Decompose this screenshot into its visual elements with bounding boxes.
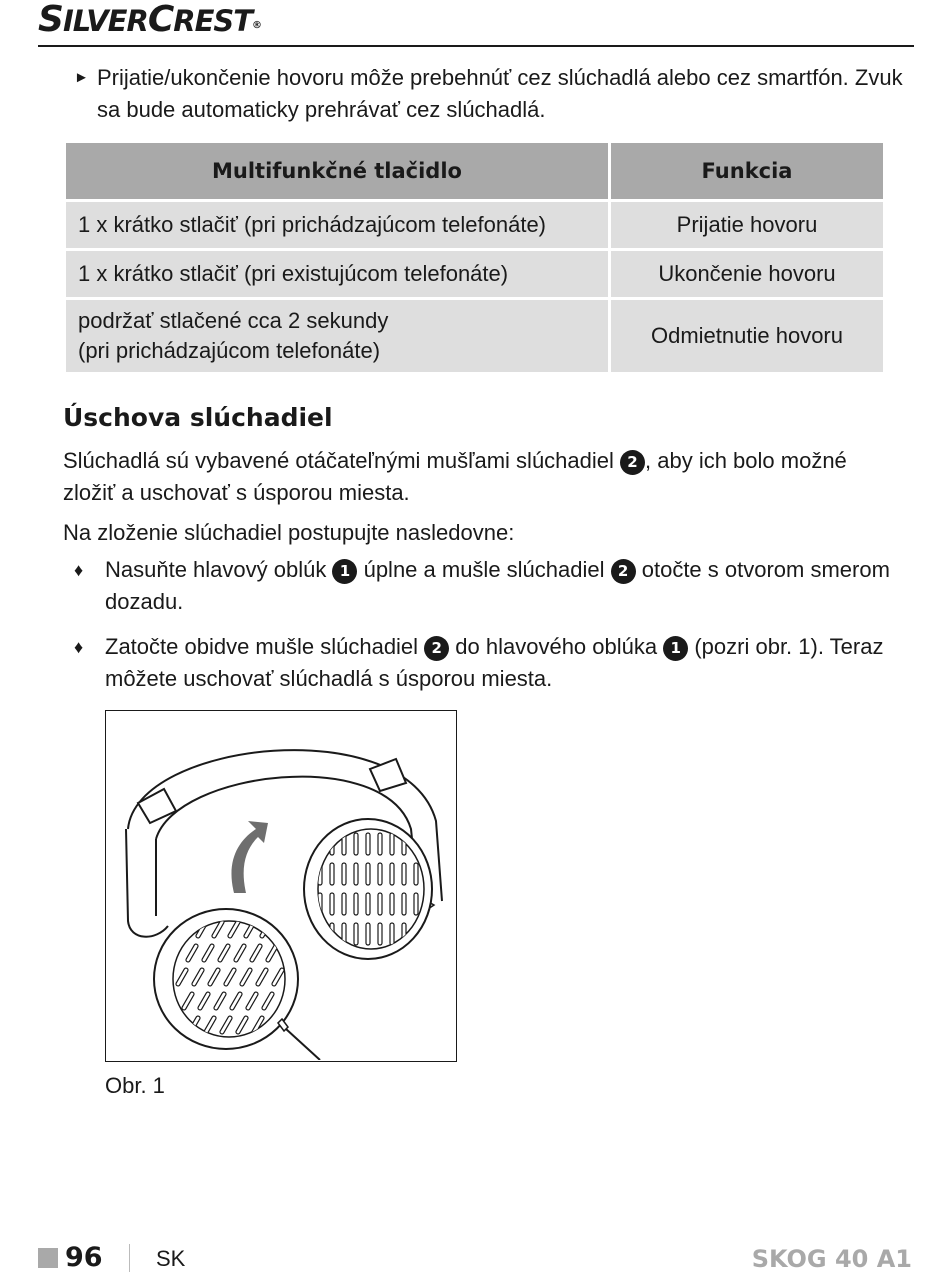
table-cell-action: 1 x krátko stlačiť (pri prichádzajúcom telefonáte) xyxy=(65,201,610,250)
section-paragraph: Na zloženie slúchadiel postupujte nasledovne: xyxy=(63,520,515,545)
list-item: ♦ Zatočte obidve mušle slúchadiel 2 do hlavového oblúka 1 (pozri obr. 1). Teraz môžete uschovať slúchadlá s úsporou miesta. xyxy=(74,631,894,695)
table-header-row xyxy=(65,142,885,201)
number-1-icon: 1 xyxy=(663,636,688,661)
table-row xyxy=(65,250,885,299)
number-1-icon: 1 xyxy=(332,559,357,584)
number-2-icon: 2 xyxy=(424,636,449,661)
footer-model: SKOG 40 A1 xyxy=(751,1245,912,1273)
function-table xyxy=(63,140,886,375)
section-paragraph: Slúchadlá sú vybavené otáčateľnými mušľami slúchadiel 2 , aby ich bolo možné zložiť a uschovať s úsporou miesta. xyxy=(63,448,847,505)
table-cell-function: Odmietnutie hovoru xyxy=(610,299,885,374)
diamond-bullet-icon: ♦ xyxy=(74,637,84,657)
table-cell-function: Ukončenie hovoru xyxy=(610,250,885,299)
headphones-figure xyxy=(105,710,457,1062)
folded-headphones-illustration xyxy=(106,711,455,1060)
diamond-bullet-icon: ♦ xyxy=(74,560,84,580)
footer-divider xyxy=(129,1244,130,1272)
table-header-cell: Multifunkčné tlačidlo xyxy=(65,142,610,201)
table-cell-action: 1 x krátko stlačiť (pri existujúcom telefonáte) xyxy=(65,250,610,299)
brand-logo: SILVERCREST® xyxy=(38,0,262,40)
table-row xyxy=(65,201,885,250)
table-header-cell: Funkcia xyxy=(610,142,885,201)
footer-language: SK xyxy=(156,1246,186,1271)
header-divider xyxy=(38,45,914,47)
table-row xyxy=(65,299,885,374)
triangle-bullet-icon: ► xyxy=(74,69,89,86)
table-cell-action: podržať stlačené cca 2 sekundy (pri prichádzajúcom telefonáte) xyxy=(65,299,610,374)
number-2-icon: 2 xyxy=(611,559,636,584)
section-title: Úschova slúchadiel xyxy=(63,403,333,432)
page-number: 96 xyxy=(65,1242,103,1273)
number-2-icon: 2 xyxy=(620,450,645,475)
list-item: ♦ Nasuňte hlavový oblúk 1 úplne a mušle slúchadiel 2 otočte s otvorom smerom dozadu. xyxy=(74,554,894,618)
table-cell-function: Prijatie hovoru xyxy=(610,201,885,250)
figure-caption: Obr. 1 xyxy=(105,1073,165,1098)
page-marker-square xyxy=(38,1248,58,1268)
note-paragraph: ► Prijatie/ukončenie hovoru môže prebehnúť cez slúchadlá alebo cez smartfón. Zvuk sa bude automaticky prehrávať cez slúchadlá. xyxy=(74,62,904,126)
